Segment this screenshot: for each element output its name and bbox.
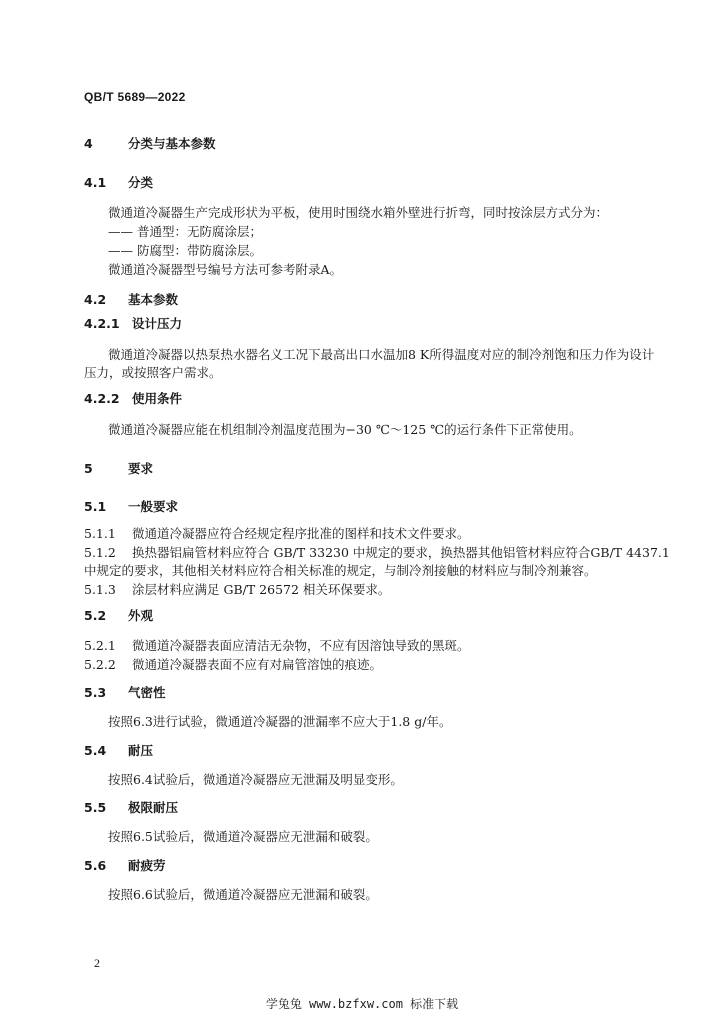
clause-number: 5.2.1 <box>84 638 116 653</box>
section-title: 分类 <box>128 175 154 190</box>
section-number: 5 <box>84 461 93 476</box>
paragraph: 按照6.3进行试验，微通道冷凝器的泄漏率不应大于1.8 g/年。 <box>108 714 452 729</box>
section-title: 分类与基本参数 <box>128 136 216 151</box>
clause-number: 5.1.2 <box>84 545 116 560</box>
section-title: 外观 <box>128 608 154 623</box>
section-number: 4.2 <box>84 292 107 307</box>
section-title: 使用条件 <box>132 391 183 406</box>
section-4-heading <box>84 134 216 152</box>
paragraph: 按照6.6试验后，微通道冷凝器应无泄漏和破裂。 <box>108 887 378 902</box>
list-item: —— 防腐型：带防腐涂层。 <box>108 243 262 258</box>
clause-5-1-2 <box>84 543 670 561</box>
section-5-4-heading <box>84 741 153 759</box>
clause-text: 微通道冷凝器表面不应有对扁管溶蚀的痕迹。 <box>132 657 383 672</box>
section-5-5-heading <box>84 798 178 816</box>
clause-5-1-3 <box>84 580 390 598</box>
paragraph: 微通道冷凝器生产完成形状为平板，使用时围绕水箱外壁进行折弯，同时按涂层方式分为： <box>108 205 609 220</box>
section-number: 5.4 <box>84 743 107 758</box>
paragraph: 按照6.4试验后，微通道冷凝器应无泄漏及明显变形。 <box>108 772 403 787</box>
section-5-3-heading <box>84 683 166 701</box>
section-title: 极限耐压 <box>128 800 179 815</box>
section-number: 5.3 <box>84 685 107 700</box>
section-number: 4.1 <box>84 175 107 190</box>
section-title: 耐疲劳 <box>128 858 166 873</box>
section-title: 耐压 <box>128 743 154 758</box>
page-number: 2 <box>94 956 100 970</box>
clause-number: 5.2.2 <box>84 657 116 672</box>
section-4-1-heading <box>84 173 153 191</box>
section-title: 要求 <box>128 461 154 476</box>
clause-text: 微通道冷凝器应符合经规定程序批准的图样和技术文件要求。 <box>132 526 470 541</box>
section-5-heading <box>84 459 153 477</box>
section-5-2-heading <box>84 606 153 624</box>
clause-5-1-1 <box>84 524 470 542</box>
section-title: 设计压力 <box>132 316 183 331</box>
section-number: 5.6 <box>84 858 107 873</box>
paragraph: 微通道冷凝器应能在机组制冷剂温度范围为−30 ℃～125 ℃的运行条件下正常使用。 <box>108 422 582 437</box>
clause-text-continued: 中规定的要求，其他相关材料应符合相关标准的规定，与制冷剂接触的材料应与制冷剂兼容。 <box>84 563 597 578</box>
paragraph: 微通道冷凝器型号编号方法可参考附录A。 <box>108 262 343 277</box>
standard-number: QB/T 5689—2022 <box>84 90 186 104</box>
section-number: 5.5 <box>84 800 107 815</box>
list-item: —— 普通型：无防腐涂层； <box>108 224 262 239</box>
section-number: 4 <box>84 136 93 151</box>
clause-5-2-1 <box>84 636 470 654</box>
section-number: 4.2.2 <box>84 391 120 406</box>
section-5-6-heading <box>84 856 166 874</box>
paragraph-line: 压力，或按照客户需求。 <box>84 365 222 380</box>
clause-text: 换热器铝扁管材料应符合 GB/T 33230 中规定的要求，换热器其他铝管材料应符合GB/T 4437.1 <box>132 545 670 560</box>
section-5-1-heading <box>84 497 178 515</box>
section-4-2-2-heading <box>84 389 182 407</box>
section-4-2-1-heading <box>84 314 182 332</box>
section-title: 一般要求 <box>128 499 179 514</box>
clause-text: 涂层材料应满足 GB/T 26572 相关环保要求。 <box>132 582 391 597</box>
paragraph: 按照6.5试验后，微通道冷凝器应无泄漏和破裂。 <box>108 829 378 844</box>
section-number: 4.2.1 <box>84 316 120 331</box>
section-title: 基本参数 <box>128 292 179 307</box>
paragraph-line: 微通道冷凝器以热泵热水器名义工况下最高出口水温加8 K所得温度对应的制冷剂饱和压力作为设计 <box>108 347 655 362</box>
section-number: 5.1 <box>84 499 107 514</box>
section-title: 气密性 <box>128 685 166 700</box>
section-4-2-heading <box>84 290 178 308</box>
clause-5-2-2 <box>84 655 382 673</box>
clause-number: 5.1.1 <box>84 526 116 541</box>
section-number: 5.2 <box>84 608 107 623</box>
clause-text: 微通道冷凝器表面应清洁无杂物，不应有因溶蚀导致的黑斑。 <box>132 638 470 653</box>
clause-number: 5.1.3 <box>84 582 116 597</box>
footer-watermark: 学兔兔 www.bzfxw.com 标准下载 <box>265 997 459 1011</box>
